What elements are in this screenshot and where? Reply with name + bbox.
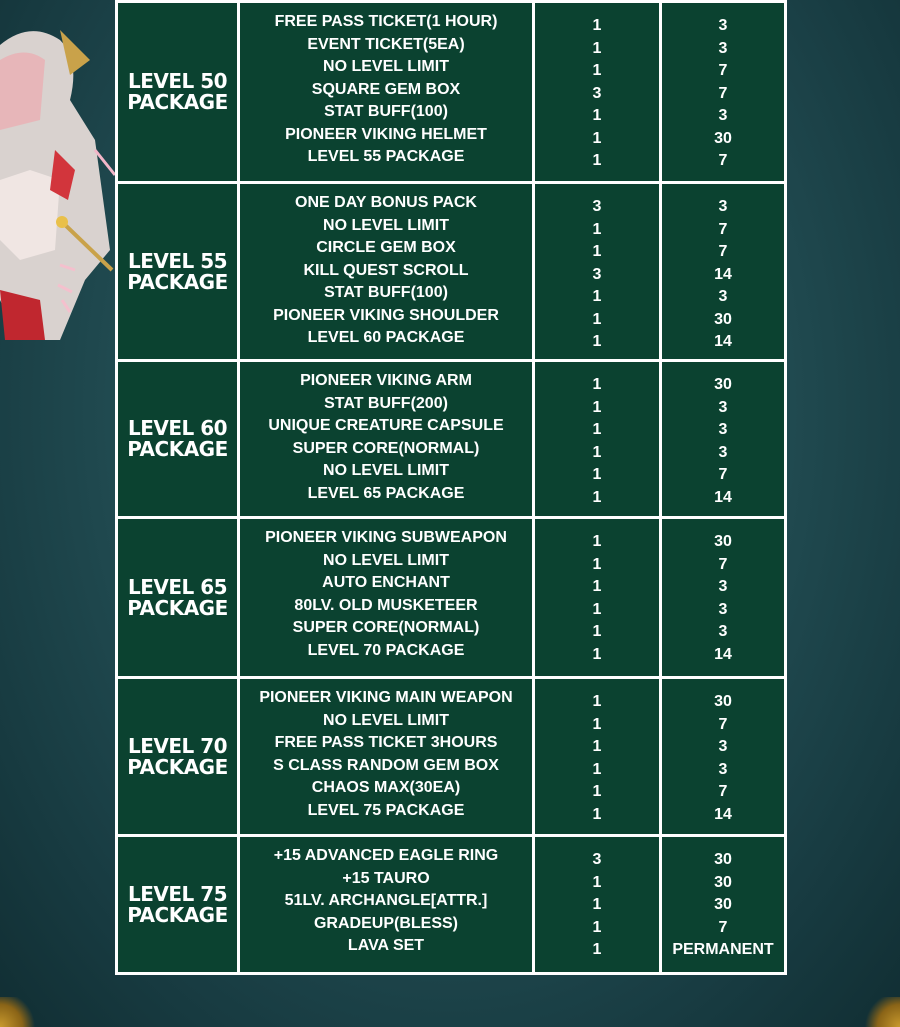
item-name: PIONEER VIKING ARM xyxy=(300,372,472,389)
item-duration: 3 xyxy=(718,443,728,461)
item-duration: 3 xyxy=(718,578,728,595)
package-table-body xyxy=(117,2,786,974)
item-quantity: 3 xyxy=(592,265,602,283)
item-quantity-cell xyxy=(534,678,661,836)
package-row xyxy=(117,2,786,183)
item-duration: 3 xyxy=(718,623,728,640)
item-duration: 7 xyxy=(718,715,728,733)
item-quantity: 1 xyxy=(592,533,602,550)
item-quantity: 1 xyxy=(592,376,602,393)
package-table xyxy=(115,0,787,975)
item-name: PIONEER VIKING MAIN WEAPON xyxy=(259,689,513,706)
item-quantity: 1 xyxy=(592,107,602,124)
item-name: NO LEVEL LIMIT xyxy=(323,216,449,234)
item-quantity: 1 xyxy=(592,578,602,595)
item-duration: 7 xyxy=(718,243,728,260)
package-row xyxy=(117,678,786,836)
item-name: 80LV. OLD MUSKETEER xyxy=(294,596,478,614)
item-quantity: 1 xyxy=(592,738,602,755)
item-duration: 3 xyxy=(718,39,728,57)
item-quantity: 3 xyxy=(592,851,602,868)
item-quantity: 1 xyxy=(592,896,602,913)
item-duration: 30 xyxy=(714,533,732,550)
item-name-cell xyxy=(239,361,534,518)
item-duration-cell xyxy=(661,836,786,974)
item-name: LEVEL 55 PACKAGE xyxy=(307,148,465,165)
item-name: NO LEVEL LIMIT xyxy=(323,551,449,569)
item-quantity-list xyxy=(535,679,659,826)
item-quantity: 1 xyxy=(592,220,602,238)
item-quantity: 1 xyxy=(592,941,602,958)
item-name: CIRCLE GEM BOX xyxy=(316,239,456,256)
character-artwork xyxy=(0,0,130,360)
item-duration-list xyxy=(662,519,784,666)
item-name: ONE DAY BONUS PACK xyxy=(295,194,477,211)
item-duration: 30 xyxy=(714,129,732,147)
item-name: KILL QUEST SCROLL xyxy=(303,261,469,279)
item-quantity: 1 xyxy=(592,760,602,778)
item-quantity: 1 xyxy=(592,783,602,800)
item-duration: 3 xyxy=(718,17,728,34)
package-name-cell xyxy=(117,183,239,361)
item-name-list xyxy=(240,837,532,958)
item-name-cell xyxy=(239,518,534,678)
item-duration: 30 xyxy=(714,376,732,393)
package-name-line1: LEVEL 75 xyxy=(127,881,228,906)
item-duration: 14 xyxy=(714,645,732,663)
item-name: NO LEVEL LIMIT xyxy=(323,711,449,729)
item-quantity-list xyxy=(535,3,659,173)
item-name: +15 ADVANCED EAGLE RING xyxy=(273,847,499,864)
package-name-line1: LEVEL 70 xyxy=(127,733,228,758)
item-name: STAT BUFF(100) xyxy=(324,103,448,120)
item-name-list xyxy=(240,3,532,169)
item-quantity: 1 xyxy=(592,62,602,79)
package-name-line2: PACKAGE xyxy=(127,902,228,927)
item-duration-cell xyxy=(661,183,786,361)
item-quantity-list xyxy=(535,837,659,962)
item-quantity-cell xyxy=(534,2,661,183)
item-name-list xyxy=(240,184,532,350)
item-duration: 7 xyxy=(718,84,728,102)
item-quantity: 1 xyxy=(592,805,602,823)
item-name-list xyxy=(240,679,532,822)
item-quantity: 3 xyxy=(592,198,602,215)
item-name: S CLASS RANDOM GEM BOX xyxy=(273,756,499,774)
item-name-cell xyxy=(239,183,534,361)
item-quantity: 1 xyxy=(592,600,602,618)
item-name: SUPER CORE(NORMAL) xyxy=(292,619,480,636)
item-quantity: 1 xyxy=(592,918,602,936)
item-name: CHAOS MAX(30EA) xyxy=(311,779,461,796)
item-duration-cell xyxy=(661,361,786,518)
item-duration-list xyxy=(662,184,784,354)
item-quantity: 1 xyxy=(592,693,602,710)
item-duration: 30 xyxy=(714,693,732,710)
item-duration: 3 xyxy=(718,600,728,618)
item-quantity: 1 xyxy=(592,645,602,663)
item-name-cell xyxy=(239,2,534,183)
item-quantity-cell xyxy=(534,183,661,361)
package-row xyxy=(117,183,786,361)
corner-ornament-right xyxy=(860,997,900,1027)
item-name: NO LEVEL LIMIT xyxy=(323,462,449,479)
item-quantity: 1 xyxy=(592,243,602,260)
item-quantity: 3 xyxy=(592,84,602,102)
item-quantity: 1 xyxy=(592,488,602,506)
package-name-line1: LEVEL 50 xyxy=(127,69,228,93)
item-duration-cell xyxy=(661,518,786,678)
item-name: +15 TAURO xyxy=(342,869,430,887)
package-row xyxy=(117,518,786,678)
item-duration: 14 xyxy=(714,488,732,506)
item-duration-cell xyxy=(661,2,786,183)
item-name: LEVEL 75 PACKAGE xyxy=(307,801,465,819)
package-name-line2: PACKAGE xyxy=(127,269,228,294)
item-quantity: 1 xyxy=(592,398,602,416)
package-row xyxy=(117,361,786,518)
item-quantity: 1 xyxy=(592,623,602,640)
item-name: LEVEL 70 PACKAGE xyxy=(307,641,465,659)
item-name: AUTO ENCHANT xyxy=(322,574,450,591)
item-duration: 7 xyxy=(718,466,728,483)
item-name: LAVA SET xyxy=(347,937,425,954)
item-name-cell xyxy=(239,836,534,974)
item-duration: 14 xyxy=(714,333,732,350)
item-duration: 7 xyxy=(718,62,728,79)
item-name: LEVEL 60 PACKAGE xyxy=(307,329,465,346)
item-name: 51LV. ARCHANGLE[ATTR.] xyxy=(284,892,488,909)
item-duration: 3 xyxy=(718,760,728,778)
item-duration: 14 xyxy=(714,265,732,283)
item-quantity-cell xyxy=(534,836,661,974)
item-name: EVENT TICKET(5EA) xyxy=(307,35,465,53)
item-duration: 7 xyxy=(718,555,728,573)
item-duration: 3 xyxy=(718,107,728,124)
item-duration: PERMANENT xyxy=(672,941,774,958)
item-quantity-cell xyxy=(534,518,661,678)
package-name-line1: LEVEL 55 xyxy=(127,248,228,273)
item-duration: 3 xyxy=(718,738,728,755)
item-quantity: 1 xyxy=(592,17,602,34)
item-name: NO LEVEL LIMIT xyxy=(323,58,449,75)
item-duration: 30 xyxy=(714,851,732,868)
item-duration-list xyxy=(662,837,784,962)
package-name-line2: PACKAGE xyxy=(127,754,228,779)
item-quantity: 1 xyxy=(592,310,602,328)
item-duration: 30 xyxy=(714,310,732,328)
item-quantity: 1 xyxy=(592,333,602,350)
item-name: PIONEER VIKING HELMET xyxy=(285,125,487,143)
item-name: PIONEER VIKING SUBWEAPON xyxy=(265,529,507,546)
item-duration-list xyxy=(662,362,784,509)
item-duration: 30 xyxy=(714,873,732,891)
item-name: STAT BUFF(200) xyxy=(324,394,448,412)
item-duration: 3 xyxy=(718,398,728,416)
item-duration: 7 xyxy=(718,152,728,169)
package-name-cell xyxy=(117,518,239,678)
package-name-line2: PACKAGE xyxy=(127,437,228,461)
item-name-list xyxy=(240,362,532,505)
item-quantity: 1 xyxy=(592,152,602,169)
item-quantity: 1 xyxy=(592,129,602,147)
package-name-cell xyxy=(117,2,239,183)
item-duration: 7 xyxy=(718,783,728,800)
corner-ornament-left xyxy=(0,997,40,1027)
item-quantity: 1 xyxy=(592,39,602,57)
package-name-line1: LEVEL 60 xyxy=(127,416,228,440)
item-name: SUPER CORE(NORMAL) xyxy=(292,439,480,457)
item-name: FREE PASS TICKET 3HOURS xyxy=(274,734,498,751)
item-quantity: 1 xyxy=(592,555,602,573)
item-name: PIONEER VIKING SHOULDER xyxy=(273,306,499,324)
item-duration-list xyxy=(662,3,784,173)
item-name: LEVEL 65 PACKAGE xyxy=(307,484,465,502)
item-quantity: 1 xyxy=(592,443,602,461)
item-quantity-list xyxy=(535,519,659,666)
package-name-line2: PACKAGE xyxy=(127,90,228,114)
item-duration: 14 xyxy=(714,805,732,823)
item-duration: 30 xyxy=(714,896,732,913)
package-name-cell xyxy=(117,678,239,836)
item-duration: 7 xyxy=(718,918,728,936)
item-quantity-list xyxy=(535,184,659,354)
item-name: GRADEUP(BLESS) xyxy=(313,914,458,932)
item-duration-list xyxy=(662,679,784,826)
item-name-list xyxy=(240,519,532,662)
item-duration: 3 xyxy=(718,288,728,305)
item-quantity: 1 xyxy=(592,873,602,891)
item-name: UNIQUE CREATURE CAPSULE xyxy=(268,417,504,434)
package-name-line2: PACKAGE xyxy=(127,595,228,620)
package-row xyxy=(117,836,786,974)
package-name-cell xyxy=(117,836,239,974)
item-name-cell xyxy=(239,678,534,836)
item-quantity: 1 xyxy=(592,421,602,438)
item-quantity: 1 xyxy=(592,715,602,733)
item-quantity-cell xyxy=(534,361,661,518)
item-quantity: 1 xyxy=(592,288,602,305)
item-quantity: 1 xyxy=(592,466,602,483)
item-duration: 3 xyxy=(718,421,728,438)
item-name: SQUARE GEM BOX xyxy=(311,80,461,98)
item-duration: 7 xyxy=(718,220,728,238)
item-quantity-list xyxy=(535,362,659,509)
package-name-line1: LEVEL 65 xyxy=(127,574,228,599)
item-duration-cell xyxy=(661,678,786,836)
item-name: STAT BUFF(100) xyxy=(324,284,448,301)
package-name-cell xyxy=(117,361,239,518)
item-duration: 3 xyxy=(718,198,728,215)
item-name: FREE PASS TICKET(1 HOUR) xyxy=(274,13,498,30)
